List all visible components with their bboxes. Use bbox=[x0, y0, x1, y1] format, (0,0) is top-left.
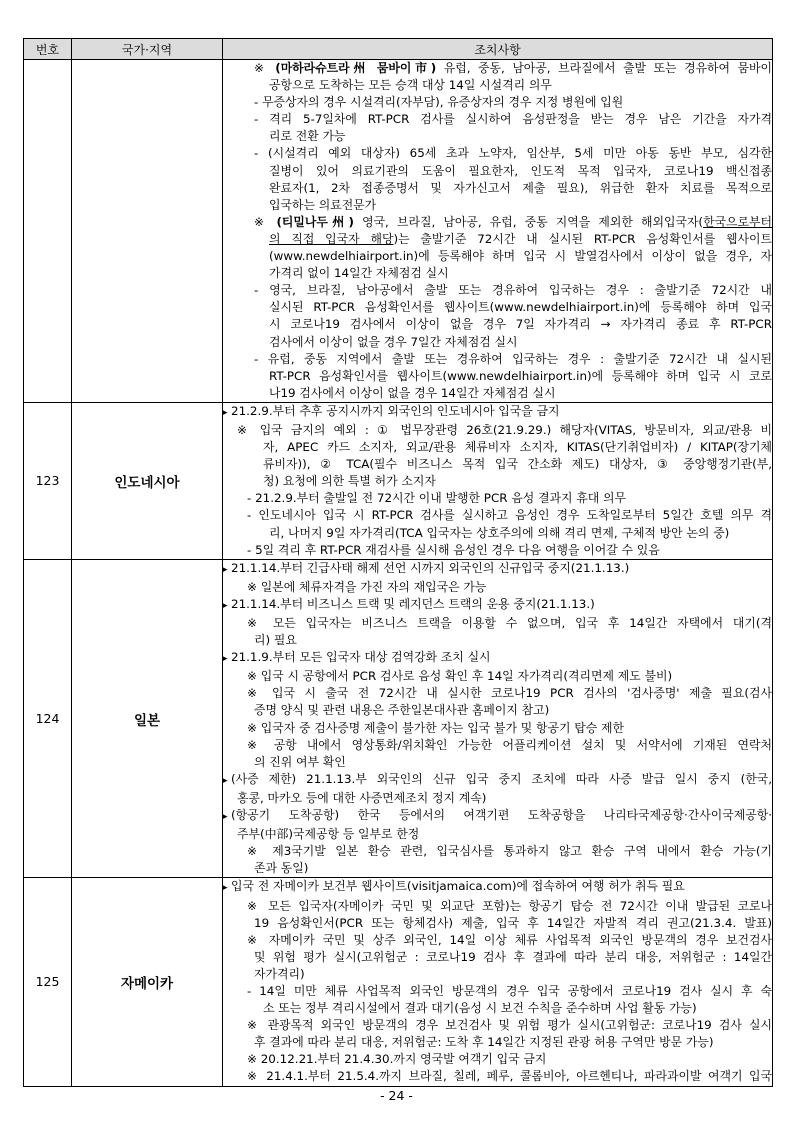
row-country bbox=[72, 60, 223, 403]
measure-line: 류비자)), ② TCA(필수 비즈니스 목적 입국 간소화 제도) 대상자, ③ 중앙행정기관(부, bbox=[263, 457, 772, 472]
measure-line: RT-PCR 음성확인서를 웹사이트(www.newdelhiairport.in)에 등록해야 하며 입국 시 코로 bbox=[269, 368, 772, 383]
measure-line: 완료자(1, 2차 접종증명서 및 자가신고서 제출 필요), 위급한 환자 치료를 목적으로 bbox=[269, 180, 772, 195]
city-label: (티밀나두州) bbox=[276, 214, 354, 229]
measure-line: 존과 동일) bbox=[254, 861, 309, 876]
measure-line: 실시된 RT-PCR 음성확인서를 웹사이트(www.newdelhiairport.in)에 등록해야 하며 입국 bbox=[269, 300, 772, 315]
measure-line: ▸ 21.1.9.부터 모든 입국자 대상 검역강화 조치 실시 bbox=[223, 649, 772, 668]
measure-line: ※ 관광목적 외국인 방문객의 경우 보건검사 및 위험 평가 실시(고위험군: 코로나19 검사 실시 bbox=[247, 1018, 772, 1033]
measure-line: ▸ (사증 제한) 21.1.13.부 외국인의 신규 입국 중지 조치에 따라 사증 발급 일시 중지 (한국, bbox=[223, 771, 772, 790]
triangle-bullet-icon: ▸ bbox=[223, 812, 228, 823]
measure-line: (www.newdelhiairport.in)에 등록해야 하며 입국 시 발열검사에서 이상이 없을 경우, 자 bbox=[269, 249, 772, 264]
triangle-bullet-icon: ▸ bbox=[223, 775, 228, 786]
measure-line: ※ 입국 금지의 예외 : ① 법무장관령 26호(21.9.29.) 해당자(VITAS, 방문비자, 외교/관용 비 bbox=[237, 422, 772, 437]
measure-line: ▸ 입국 전 자메이카 보건부 웹사이트(visitjamaica.com)에 접속하여 여행 허가 취득 필요 bbox=[223, 878, 772, 897]
measure-line: 검사에서 이상이 없을 경우 7일간 자체점검 실시 bbox=[269, 334, 518, 349]
measure-line: 리로 전환 가능 bbox=[269, 129, 346, 144]
measure-line: ▸ 21.1.14.부터 긴급사태 해제 선언 시까지 외국인의 신규입국 중지(21.1.13.) bbox=[223, 560, 772, 579]
measure-line: ※ 제3국기발 일본 환승 관련, 입국심사를 통과하지 않고 환승 구역 내에서 환승 가능(기 bbox=[247, 844, 772, 859]
row-measures bbox=[223, 402, 773, 559]
row-number: 124 bbox=[24, 559, 72, 878]
measure-line: ※ 공항 내에서 영상통화/위치확인 가능한 어플리케이션 설치 및 서약서에 기재된 연락처 bbox=[247, 737, 772, 752]
measure-line: - 14일 미만 체류 사업목적 외국인 방문객의 경우 입국 공항에서 코로나19 검사 실시 후 숙 bbox=[247, 983, 772, 998]
row-measures bbox=[223, 559, 773, 878]
measure-line: ※ 21.4.1.부터 21.5.4.까지 브라질, 칠레, 페루, 콜롬비아, 아르헨티나, 파라과이발 여객기 입국 bbox=[247, 1069, 772, 1084]
measure-line: 의 직접 입국자 해당)는 출발기준 72시간 내 실시된 RT-PCR 음성확인서를 웹사이트 bbox=[269, 231, 772, 246]
measure-line: 소 또는 정부 격리시설에서 결과 대기(음성 시 보건 수칙을 준수하며 사업 활동 가능) bbox=[263, 1001, 697, 1016]
table-row bbox=[24, 60, 773, 403]
measure-line: 홍콩, 마카오 등에 대한 사증면제조치 정지 계속) bbox=[237, 790, 487, 805]
triangle-bullet-icon: ▸ bbox=[223, 654, 228, 665]
triangle-bullet-icon: ▸ bbox=[223, 883, 228, 894]
measure-line: 리) 필요 bbox=[254, 633, 297, 648]
measure-line: - 무증상자의 경우 시설격리(자부담), 유증상자의 경우 지정 병원에 입원 bbox=[254, 95, 624, 110]
measure-line: 및 위험 평가 실시(고위험군 : 코로나19 검사 후 결과에 따라 분리 대응, 저위험군 : 14일간 bbox=[254, 949, 772, 964]
row-measures bbox=[223, 60, 773, 403]
measure-line: 자, APEC 카드 소지자, 외교/관용 체류비자 소지자, KITAS(단기취업비자) / KITAP(장기체 bbox=[263, 440, 772, 455]
measure-line: 증명 양식 및 관련 내용은 주한일본대사관 홈페이지 참고) bbox=[254, 703, 550, 718]
measure-line: 나19 검사에서 이상이 없을 경우 14일간 자체점검 실시 bbox=[269, 385, 556, 400]
row-measures bbox=[223, 878, 773, 1086]
measure-line: ※ 입국 시 출국 전 72시간 내 실시한 코로나19 PCR 검사의 '검사증명' 제출 필요(검사 bbox=[247, 686, 772, 701]
measure-line: - 격리 5-7일차에 RT-PCR 검사를 실시하여 음성판정을 받는 경우 남은 기간을 자가격 bbox=[254, 112, 772, 127]
measure-line: ※ 일본에 체류자격을 가진 자의 재입국은 가능 bbox=[247, 579, 487, 594]
row-number: 123 bbox=[24, 402, 72, 559]
measure-line: - (시설격리 예외 대상자) 65세 초과 노약자, 임산부, 5세 미만 아동 동반 부모, 심각한 bbox=[254, 146, 772, 161]
measure-line: 입국하는 의료전문가 bbox=[269, 197, 377, 212]
measure-line: - 유럽, 중동 지역에서 출발 또는 경유하여 입국하는 경우 : 출발기준 72시간 내 실시된 bbox=[254, 351, 772, 366]
measure-line: 청) 요청에 의한 특별 허가 소지자 bbox=[263, 474, 436, 489]
measure-line: 주부(中部)국제공항 등 일부로 한정 bbox=[237, 827, 420, 842]
measure-line: ※ 입국 시 공항에서 PCR 검사로 음성 확인 후 14일 자가격리(격리면제 제도 불비) bbox=[247, 669, 673, 684]
measure-line: 가격리 없이 14일간 자체점검 실시 bbox=[269, 266, 449, 281]
measure-line: - 21.2.9.부터 출발일 전 72시간 이내 발행한 PCR 음성 결과지 휴대 의무 bbox=[247, 491, 627, 506]
measure-line: ※ (마하라슈트라州 뭄바이市) 유럽, 중동, 남아공, 브라질에서 출발 또는 경유하여 뭄바이 bbox=[254, 61, 772, 75]
measure-line: 의 진위 여부 확인 bbox=[254, 754, 346, 769]
table-row bbox=[24, 878, 773, 1086]
row-number bbox=[24, 60, 72, 403]
measure-line: ※ 모든 입국자(자메이카 국민 및 외교단 포함)는 항공기 탑승 전 72시간 이내 발급된 코로나 bbox=[247, 898, 772, 913]
measure-line: ※ 자메이카 국민 및 상주 외국인, 14일 이상 체류 사업목적 외국인 방문객의 경우 보건검사 bbox=[247, 932, 772, 947]
measure-line: ※ (티밀나두州) 영국, 브라질, 남아공, 유럽, 중동 지역을 제외한 해외입국자(한국으로부터 bbox=[254, 214, 772, 229]
row-country: 인도네시아 bbox=[72, 402, 223, 559]
measure-line: 자가격리) bbox=[254, 966, 305, 981]
header-measures: 조치사항 bbox=[223, 39, 773, 60]
triangle-bullet-icon: ▸ bbox=[223, 564, 228, 575]
header-country: 국가·지역 bbox=[72, 39, 223, 60]
row-country: 자메이카 bbox=[72, 878, 223, 1086]
measure-line: 후 결과에 따라 분리 대응, 저위험군: 도착 후 14일간 지정된 관광 허용 구역만 방문 가능) bbox=[254, 1035, 714, 1050]
measure-line: 19 음성확인서(PCR 또는 항체검사) 제출, 입국 후 14일간 자발적 격리 권고(21.3.4. 발표) bbox=[254, 915, 772, 930]
triangle-bullet-icon: ▸ bbox=[223, 600, 228, 611]
triangle-bullet-icon: ▸ bbox=[223, 407, 228, 418]
measure-line: 리, 나머지 9일 자가격리(TCA 입국자는 상호주의에 의해 격리 면제, 구체적 방안 논의 중) bbox=[269, 525, 730, 540]
city-label: (마하라슈트라州 뭄바이市) bbox=[275, 61, 437, 75]
measure-line: - 5일 격리 후 RT-PCR 재검사를 실시해 음성인 경우 다음 여행을 이어갈 수 있음 bbox=[247, 542, 660, 557]
measure-line: ▸ 21.1.14.부터 비즈니스 트랙 및 레지던스 트랙의 운용 중지(21.1.13.) bbox=[223, 596, 772, 615]
page-number: - 24 - bbox=[380, 1088, 413, 1103]
measure-line: - 인도네시아 입국 시 RT-PCR 검사를 실시하고 음성인 경우 도착일로부터 5일간 호텔 의무 격 bbox=[247, 508, 772, 523]
measures-table bbox=[23, 38, 773, 1087]
header-no: 번호 bbox=[24, 39, 72, 60]
measure-line: ▸ (항공기 도착공항) 한국 등에서의 여객기편 도착공항을 나리타국제공항·간사이국제공항· bbox=[223, 807, 772, 826]
measure-line: - 영국, 브라질, 남아공에서 출발 또는 경유하여 입국하는 경우 : 출발기준 72시간 내 bbox=[254, 283, 772, 298]
measure-line: ※ 모든 입국자는 비즈니스 트랙을 이용할 수 없으며, 입국 후 14일간 자택에서 대기(격 bbox=[247, 616, 772, 630]
row-number: 125 bbox=[24, 878, 72, 1086]
measure-line: 공항으로 도착하는 모든 승객 대상 14일 시설격리 의무 bbox=[269, 78, 552, 93]
table-header-row bbox=[24, 39, 773, 60]
measure-line: ※ 입국자 중 검사증명 제출이 불가한 자는 입국 불가 및 항공기 탑승 제한 bbox=[247, 720, 624, 735]
measure-line: ▸ 21.2.9.부터 추후 공지시까지 외국인의 인도네시아 입국을 금지 bbox=[223, 403, 772, 422]
table-row bbox=[24, 402, 773, 559]
measure-line: ※ 20.12.21.부터 21.4.30.까지 영국발 여객기 입국 금지 bbox=[247, 1052, 547, 1067]
table-row bbox=[24, 559, 773, 878]
measure-line: 질병이 있어 의료기관의 도움이 필요한자, 인도적 목적 입국자, 코로나19 백신접종 bbox=[269, 163, 772, 178]
row-country: 일본 bbox=[72, 559, 223, 878]
measure-line: 시 코로나19 검사에서 이상이 없을 경우 7일 자가격리 → 자가격리 종료 후 RT-PCR bbox=[269, 317, 772, 332]
